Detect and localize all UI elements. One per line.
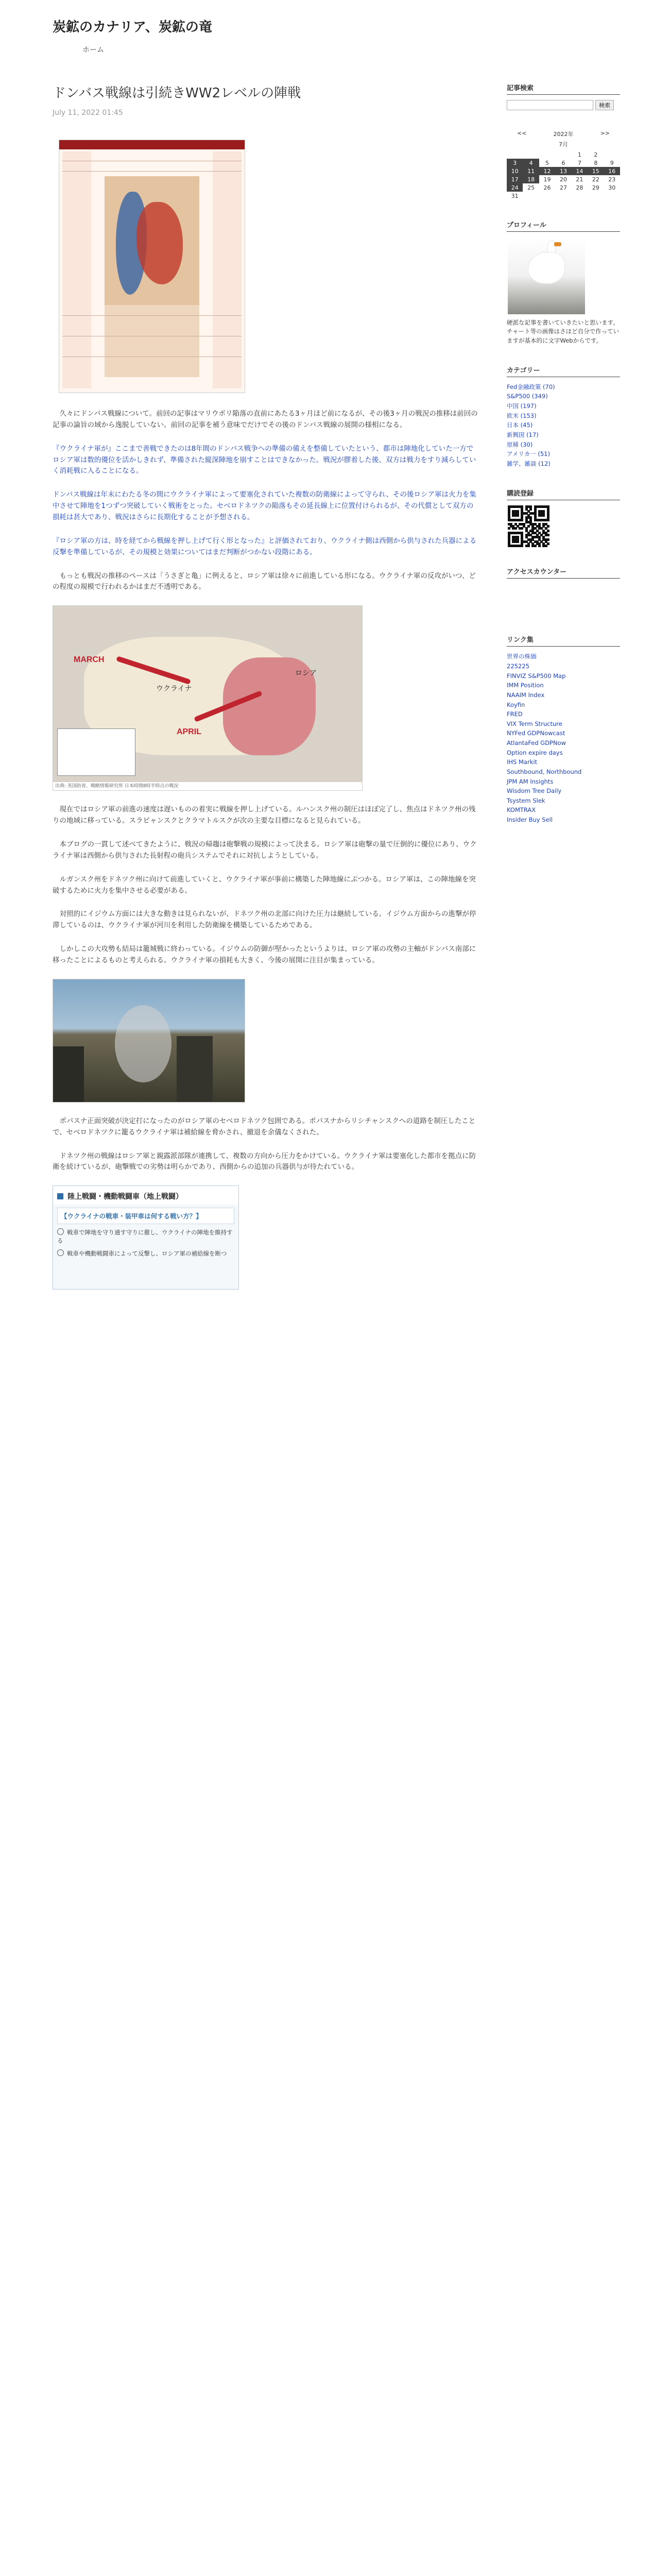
paragraph-3: ドンバス戦線は年末にわたる冬の間にウクライナ軍によって要塞化されていた複数の防衛線によって守られ、その後ロシア軍は火力を集中させて陣地を1つずつ突破していく戦術をとった。セベロドネツクの陥落もその延長線上に位置付けられるが、その代償として双方の損耗は甚大であり、戦況はさらに長期化することが予想される。 xyxy=(53,490,476,522)
link-item xyxy=(507,738,620,748)
calendar-day xyxy=(555,192,571,200)
link-anchor[interactable]: KOMTRAX xyxy=(507,806,536,814)
link-item xyxy=(507,652,620,662)
diagram-title: 陸上戦闘・機動戦闘車（地上戦闘） xyxy=(67,1193,183,1201)
calendar-day[interactable]: 25 xyxy=(527,184,535,191)
calendar-day[interactable]: 28 xyxy=(576,184,583,191)
calendar-day xyxy=(523,150,539,159)
link-anchor[interactable]: 世界の株価 xyxy=(507,653,537,660)
paragraph-2: 『ウクライナ軍が』ここまで善戦できたのは8年間のドンバス戦争への準備の備えを整備していたという、都市は陣地化していた一方でロシア軍は数的優位を活かしきれず、準備された縦深陣地を崩すことはできなかった。戦況が膠着した後、双方は戦力をすり減らしていく消耗戦に入ることになる。 xyxy=(53,444,476,476)
category-item xyxy=(507,420,620,430)
calendar-day[interactable]: 12 xyxy=(539,167,555,175)
reader-section xyxy=(507,488,620,547)
link-anchor[interactable]: NYFed GDPNowcast xyxy=(507,730,565,737)
calendar-day xyxy=(539,192,555,200)
link-anchor[interactable]: NAAIM Index xyxy=(507,691,545,699)
building-right xyxy=(177,1036,213,1102)
calendar-day[interactable]: 22 xyxy=(592,176,599,183)
access-counter xyxy=(507,584,620,615)
map-caption: 出典: 英国防省、戦略情報研究所 日本時間8時半時点の戦況 xyxy=(53,782,362,790)
link-anchor[interactable]: AtlantaFed GDPNow xyxy=(507,739,566,747)
paragraph-4: 『ロシア軍の方は、時を経てから戦線を押し上げて行く形となった』と評価されており、ウクライナ側は西側から供与された兵器による反撃を準備しているが、その規模と効果についてはまだ判断がつかない段階にある。 xyxy=(53,536,477,556)
infographic-header-band xyxy=(59,140,245,149)
links-title: リンク集 xyxy=(507,634,620,647)
map-legend xyxy=(57,728,135,776)
link-item xyxy=(507,796,620,806)
calendar-month: 7月 xyxy=(559,141,568,148)
link-anchor[interactable]: 225225 xyxy=(507,663,529,670)
calendar-day[interactable]: 17 xyxy=(507,175,523,183)
link-item xyxy=(507,786,620,796)
link-item xyxy=(507,662,620,671)
calendar-day xyxy=(604,192,620,200)
search-input[interactable] xyxy=(507,100,593,110)
calendar-week xyxy=(507,167,620,175)
profile-section xyxy=(507,219,620,345)
link-anchor[interactable]: Option expire days xyxy=(507,749,563,756)
post-title: ドンバス戦線は引続きWW2レベルの陣戦 xyxy=(53,86,301,101)
diagram-item: 戦車や機動戦闘車によって反撃し、ロシア軍の補給線を断つ xyxy=(57,1249,234,1258)
infographic-right-column xyxy=(213,151,242,388)
category-item xyxy=(507,392,620,401)
calendar-section xyxy=(507,130,620,200)
calendar-day[interactable]: 30 xyxy=(608,184,616,191)
paragraph-9: 対照的にイジウム方面には大きな動きは見られないが、ドネツク州の北部に向けた圧力は継続している。イジウム方面からの進撃が停滞しているのは、ウクライナ軍が河川を利用した防衛線を構築しているためである。 xyxy=(53,910,476,930)
calendar-week xyxy=(507,150,620,159)
link-item xyxy=(507,719,620,729)
calendar-week xyxy=(507,175,620,183)
calendar-day[interactable]: 4 xyxy=(523,159,539,167)
calendar-day[interactable]: 18 xyxy=(523,175,539,183)
category-item xyxy=(507,449,620,459)
site-header xyxy=(0,0,653,67)
profile-title: プロフィール xyxy=(507,219,620,232)
battlefield-map-infographic[interactable] xyxy=(59,140,245,393)
calendar-day xyxy=(523,192,539,200)
calendar-day[interactable]: 5 xyxy=(545,159,549,166)
square-icon xyxy=(57,1193,63,1199)
paragraph-12: ドネツク州の戦線はロシア軍と親露派部隊が連携して、複数の方向から圧力をかけている。ウクライナ軍は要塞化した都市を拠点に防衛を続けているが、砲撃戦での劣勢は明らかであり、西側からの追加の兵器供与が待たれている。 xyxy=(53,1151,476,1172)
category-item xyxy=(507,440,620,450)
paragraph-5: もっとも戦況の推移のペースは「うさぎと亀」に例えると、ロシア軍は徐々に前進している形になる。ウクライナ軍の反攻がいつ、どの程度の規模で行われるかはまだ不透明である。 xyxy=(53,571,476,591)
category-link[interactable]: 日本 (45) xyxy=(507,421,533,429)
category-item xyxy=(507,401,620,411)
search-title: 記事検索 xyxy=(507,82,620,95)
categories-title: カテゴリー xyxy=(507,365,620,377)
calendar-day[interactable]: 14 xyxy=(572,167,588,175)
calendar-day[interactable]: 24 xyxy=(507,183,523,192)
calendar-prev-link[interactable]: << xyxy=(517,130,527,137)
calendar-day xyxy=(507,150,523,159)
calendar-day[interactable]: 9 xyxy=(610,159,614,166)
category-item xyxy=(507,459,620,469)
link-item xyxy=(507,671,620,681)
calendar-day[interactable]: 6 xyxy=(561,159,565,166)
calendar-day[interactable]: 20 xyxy=(559,176,567,183)
calendar-week xyxy=(507,192,620,200)
swan-image xyxy=(528,252,564,283)
calendar-day xyxy=(588,192,604,200)
category-link[interactable]: 雑学、雑談 (12) xyxy=(507,460,551,467)
calendar-day[interactable]: 2 xyxy=(594,151,598,158)
label-march: MARCH xyxy=(74,655,105,665)
label-russia: ロシア xyxy=(295,669,317,677)
calendar-day[interactable]: 19 xyxy=(543,176,551,183)
link-item xyxy=(507,748,620,758)
category-item xyxy=(507,382,620,392)
main-content xyxy=(53,82,478,1300)
calendar-day[interactable]: 29 xyxy=(592,184,599,191)
calendar-day[interactable]: 7 xyxy=(577,159,581,166)
circle-icon xyxy=(57,1249,64,1256)
calendar-year: 2022年 xyxy=(553,131,574,138)
link-anchor[interactable]: Southbound, Northbound xyxy=(507,768,582,775)
calendar-day[interactable]: 21 xyxy=(576,176,583,183)
tactics-diagram[interactable] xyxy=(53,1185,239,1290)
calendar-day[interactable]: 26 xyxy=(543,184,551,191)
label-ukraine: ウクライナ xyxy=(156,684,192,693)
link-anchor[interactable]: FINVIZ S&P500 Map xyxy=(507,672,566,680)
infographic-lower-area xyxy=(105,305,199,377)
category-link[interactable]: 原稀 (30) xyxy=(507,440,533,448)
site-title[interactable]: 炭鉱のカナリア、炭鉱の竜 xyxy=(53,20,212,35)
calendar-next-link[interactable]: >> xyxy=(600,130,610,137)
smoke-plume xyxy=(115,1005,171,1082)
frontline-map[interactable] xyxy=(53,605,363,791)
category-link[interactable]: 欧米 (153) xyxy=(507,412,537,419)
calendar-day[interactable]: 11 xyxy=(523,167,539,175)
calendar-day[interactable]: 23 xyxy=(608,176,616,183)
access-section xyxy=(507,566,620,615)
link-anchor[interactable]: VIX Term Structure xyxy=(507,720,562,727)
home-link[interactable]: ホーム xyxy=(82,46,104,54)
categories-list xyxy=(507,382,620,469)
calendar-day[interactable]: 31 xyxy=(511,192,519,199)
paragraph-6: 現在ではロシア軍の前進の速度は遅いものの着実に戦線を押し上げている。ルハンスク州の制圧はほぼ完了し、焦点はドネツク州の残りの地域に移っている。スラビャンスクとクラマトルスクが次の主要な目標になると見られている。 xyxy=(53,805,476,825)
calendar-day[interactable]: 10 xyxy=(507,167,523,175)
link-anchor[interactable]: Tsystem Slek xyxy=(507,796,545,804)
links-section xyxy=(507,634,620,824)
calendar-day xyxy=(604,150,620,159)
categories-section xyxy=(507,365,620,469)
calendar-week xyxy=(507,159,620,167)
diagram-question: 【ウクライナの戦車・装甲車は何する戦い方？】 xyxy=(57,1208,234,1224)
paragraph-1: 久々にドンバス戦線について。前回の記事はマリウポリ陥落の直前にあたる3ヶ月ほど前になるが、その後3ヶ月の戦況の推移は前回の記事の論旨の域から逸脱していない。前回の記事を補う意味でだけでその後のドンバス戦線の展開の様相になる。 xyxy=(53,410,478,429)
category-link[interactable]: アメリカ一 (51) xyxy=(507,450,550,458)
link-item xyxy=(507,767,620,777)
paragraph-7: 本ブログの一貫して述べてきたように、戦況の帰趨は砲撃戦の規模によって決まる。ロシア軍は砲撃の量で圧倒的に優位にあり、ウクライナ軍は西側から供与された長射程の砲兵システムでそれに対抗しようとしている。 xyxy=(53,840,477,860)
category-link[interactable]: S&P500 (349) xyxy=(507,393,548,400)
link-item xyxy=(507,700,620,710)
link-item xyxy=(507,815,620,825)
calendar-day[interactable]: 3 xyxy=(507,159,523,167)
link-anchor[interactable]: IHS Markit xyxy=(507,758,538,766)
reader-title: 購読登録 xyxy=(507,488,620,500)
category-link[interactable]: 新興国 (17) xyxy=(507,431,539,438)
diagram-item: 戦車で陣地を守り通す守りに徹し、ウクライナの陣地を維持する xyxy=(57,1229,233,1245)
profile-image xyxy=(508,237,585,314)
category-item xyxy=(507,430,620,440)
link-item xyxy=(507,681,620,690)
link-anchor[interactable]: FRED xyxy=(507,710,523,718)
label-april: APRIL xyxy=(177,727,201,737)
calendar-day[interactable]: 13 xyxy=(555,167,571,175)
search-button[interactable]: 検索 xyxy=(595,100,614,110)
calendar-day[interactable]: 16 xyxy=(604,167,620,175)
calendar-day[interactable]: 15 xyxy=(588,167,604,175)
calendar-day[interactable]: 27 xyxy=(559,184,567,191)
calendar-day[interactable]: 1 xyxy=(577,151,581,158)
access-title: アクセスカウンター xyxy=(507,566,620,579)
category-link[interactable]: Fed金融政策 (70) xyxy=(507,383,555,391)
circle-icon xyxy=(57,1228,64,1235)
link-item xyxy=(507,777,620,787)
calendar-day[interactable]: 8 xyxy=(594,159,598,166)
qr-code-icon[interactable] xyxy=(508,505,549,547)
calendar-day xyxy=(572,192,588,200)
link-anchor[interactable]: Wisdom Tree Daily xyxy=(507,787,562,795)
calendar-day xyxy=(539,150,555,159)
link-anchor[interactable]: Koyfin xyxy=(507,701,525,708)
link-anchor[interactable]: IMM Position xyxy=(507,682,544,689)
link-item xyxy=(507,690,620,700)
diagram-header xyxy=(53,1186,238,1205)
link-item xyxy=(507,757,620,767)
paragraph-11: ポパスナ正面突破が決定打になったのがロシア軍のセベロドネツク包囲である。ポパスナからリシチャンスクへの道路を制圧したことで、セベロドネツクに籠るウクライナ軍は補給線を脅かされ、撤退を余儀なくされた。 xyxy=(53,1116,476,1137)
paragraph-8: ルガンスク州をドネツク州に向けて前進していくと、ウクライナ軍が事前に構築した陣地線にぶつかる。ロシア軍は、この陣地線を突破するために火力を集中させる必要がある。 xyxy=(53,875,476,895)
link-anchor[interactable]: JPM AM Insights xyxy=(507,777,554,785)
category-item xyxy=(507,411,620,421)
search-section xyxy=(507,82,620,110)
paragraph-10: しかしこの大攻勢も結局は籠城戦に終わっている。イジウムの防御が堅かったというよりは、ロシア軍の攻勢の主軸がドンバス南部に移ったことによるものと考えられる。ウクライナ軍の損耗も大きく、今後の展開に注目が集まっている。 xyxy=(53,945,476,965)
calendar-week xyxy=(507,183,620,192)
building-left xyxy=(53,1046,84,1102)
category-link[interactable]: 中国 (197) xyxy=(507,402,537,410)
calendar-table xyxy=(507,150,620,200)
battle-photo[interactable] xyxy=(53,979,245,1103)
link-item xyxy=(507,709,620,719)
calendar-day xyxy=(555,150,571,159)
infographic-left-column xyxy=(62,151,91,388)
links-list xyxy=(507,652,620,824)
link-item xyxy=(507,805,620,815)
link-anchor[interactable]: Insider Buy Sell xyxy=(507,816,553,823)
post-date: July 11, 2022 01:45 xyxy=(53,109,123,117)
calendar-nav xyxy=(507,130,620,138)
link-item xyxy=(507,728,620,738)
sidebar xyxy=(507,82,620,844)
profile-text: 硬派な記事を書いていきたいと思います。チャート等の画像はさほど自分で作っていますが基本的に文字Webからです。 xyxy=(507,319,620,344)
